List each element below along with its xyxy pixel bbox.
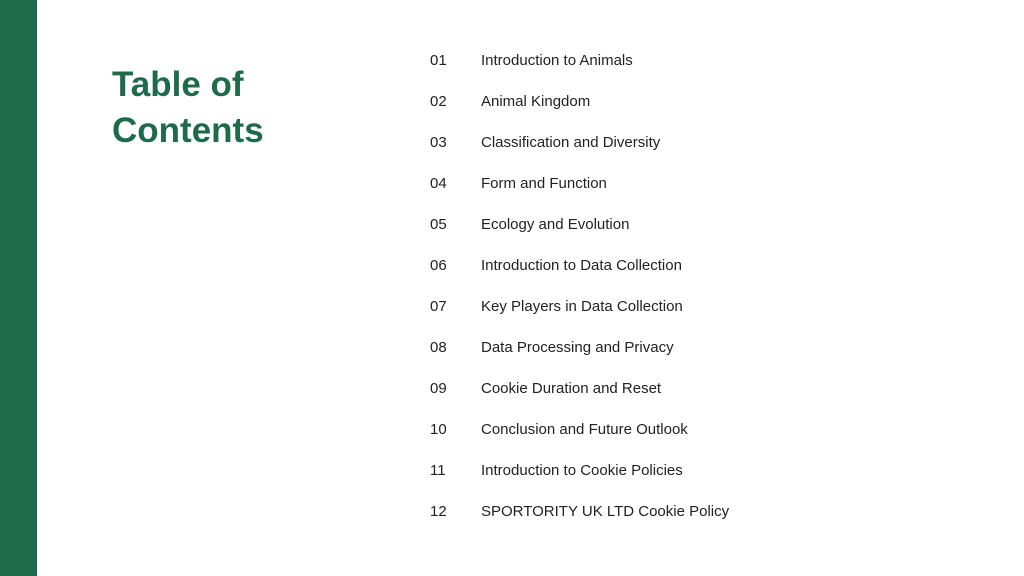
toc-item-label: SPORTORITY UK LTD Cookie Policy [481,503,730,520]
toc-item [430,204,990,245]
toc-item [430,122,990,163]
toc-item [430,163,990,204]
toc-item-label: Form and Function [481,175,607,192]
toc-item-number: 01 [430,52,447,69]
toc-item-number: 02 [430,93,447,110]
toc-item [430,450,990,491]
toc-item [430,245,990,286]
side-accent-bar [0,0,37,576]
toc-item-label: Classification and Diversity [481,134,661,151]
toc-item-label: Conclusion and Future Outlook [481,421,688,438]
toc-item-number: 09 [430,380,447,397]
table-of-contents [430,40,990,532]
toc-item-number: 12 [430,503,447,520]
toc-item [430,286,990,327]
toc-item-label: Cookie Duration and Reset [481,380,662,397]
toc-item-number: 07 [430,298,447,315]
toc-item-number: 05 [430,216,447,233]
toc-item-label: Animal Kingdom [481,93,591,110]
toc-item-number: 03 [430,134,447,151]
toc-item [430,491,990,532]
toc-item-number: 08 [430,339,447,356]
toc-item-label: Ecology and Evolution [481,216,630,233]
toc-item [430,409,990,450]
toc-item [430,40,990,81]
toc-item-label: Key Players in Data Collection [481,298,683,315]
toc-item-label: Introduction to Data Collection [481,257,682,274]
toc-item-number: 04 [430,175,447,192]
toc-item-label: Introduction to Cookie Policies [481,462,683,479]
toc-item-number: 11 [430,462,446,479]
page-title: Table of Contents [112,65,264,150]
toc-item [430,81,990,122]
toc-item [430,368,990,409]
toc-item-number: 10 [430,421,447,438]
toc-item [430,327,990,368]
toc-item-label: Introduction to Animals [481,52,633,69]
toc-item-number: 06 [430,257,447,274]
toc-item-label: Data Processing and Privacy [481,339,674,356]
